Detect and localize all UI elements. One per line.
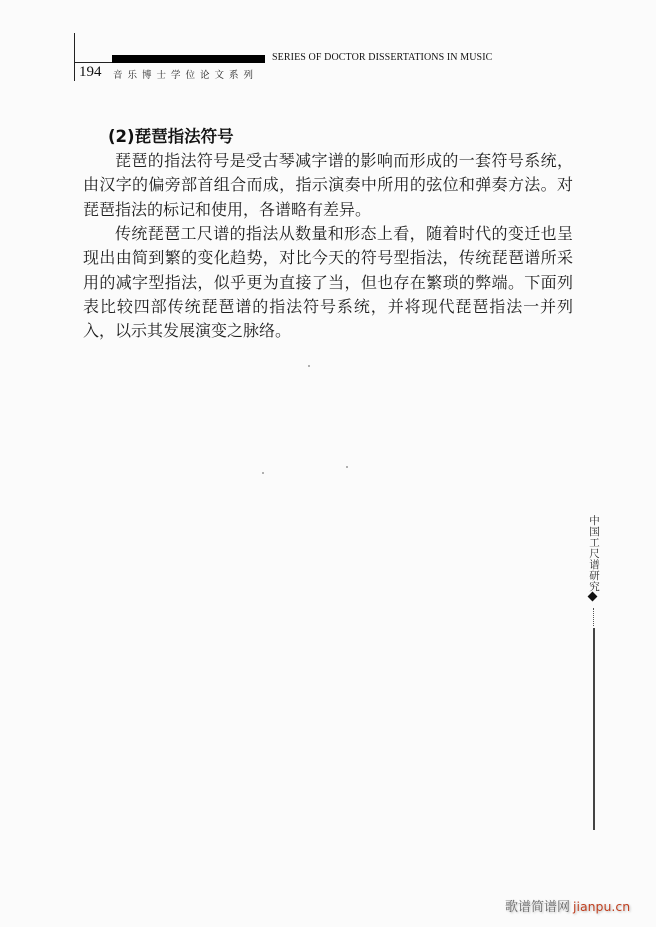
body-paragraph-2: 传统琵琶工尺谱的指法从数量和形态上看，随着时代的变迁也呈现出由简到繁的变化趋势，对比今天的符号型指法，传统琵琶谱所采用的减字型指法，似乎更为直接了当，但也存在繁琐的弊端。下面列表比较四部传统琵琶谱的指法符号系统，并将现代琵琶指法一并列入，以示其发展演变之脉络。 bbox=[83, 224, 573, 341]
section-heading: (2)琵琶指法符号 bbox=[108, 127, 234, 146]
watermark-site: jianpu.cn bbox=[573, 899, 631, 914]
header-black-bar bbox=[112, 55, 265, 63]
watermark-cn: 歌谱简谱网 bbox=[505, 900, 571, 915]
header-vertical-rule bbox=[74, 33, 75, 81]
watermark bbox=[505, 896, 630, 915]
series-title-chinese: 音乐博士学位论文系列 bbox=[113, 70, 259, 81]
running-book-title: 中国工尺谱研究 bbox=[588, 515, 600, 592]
scan-speck bbox=[308, 365, 310, 367]
page-number: 194 bbox=[79, 64, 102, 80]
series-title-english: SERIES OF DOCTOR DISSERTATIONS IN MUSIC bbox=[272, 52, 493, 63]
diamond-icon bbox=[588, 592, 598, 602]
dotted-divider bbox=[593, 608, 595, 626]
body-paragraph-1: 琵琶的指法符号是受古琴减字谱的影响而形成的一套符号系统，由汉字的偏旁部首组合而成，指示演奏中所用的弦位和弹奏方法。对琵琶指法的标记和使用，各谱略有差异。 bbox=[83, 151, 573, 219]
scan-speck bbox=[346, 466, 348, 468]
side-vertical-rule bbox=[593, 628, 595, 830]
scan-speck bbox=[262, 472, 264, 474]
